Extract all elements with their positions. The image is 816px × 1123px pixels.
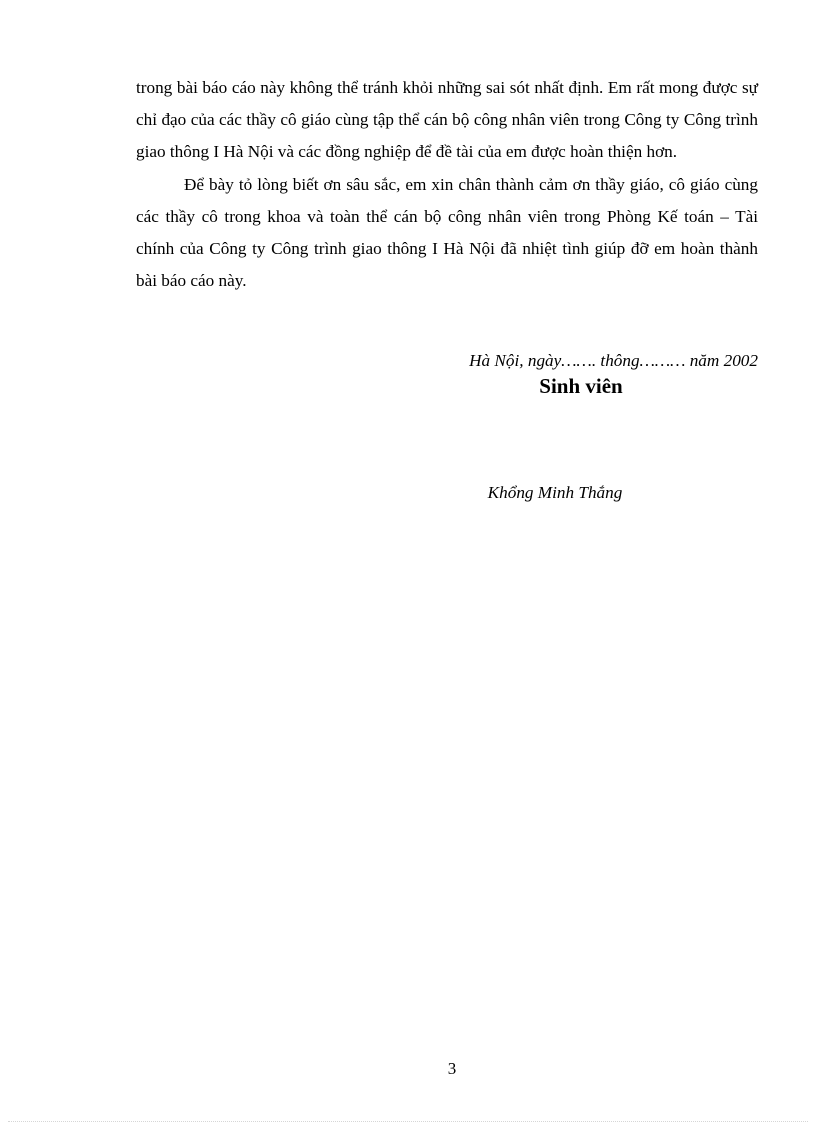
signer-name: Khổng Minh Thắng bbox=[487, 483, 623, 502]
page-number: 3 bbox=[447, 1059, 457, 1078]
paragraph-gratitude: Để bày tỏ lòng biết ơn sâu sắc, em xin chân thành cảm ơn thầy giáo, cô giáo cùng các thầy cô trong khoa và toàn thể cán bộ công nhân viên trong Phòng Kế toán – Tài chính của Công ty Công trình giao thông I Hà Nội đã nhiệt tình giúp đỡ em hoàn thành bài báo cáo này. bbox=[136, 174, 758, 291]
signature-role: Sinh viên bbox=[539, 374, 623, 398]
page-bottom-divider bbox=[8, 1121, 808, 1122]
date-line: Hà Nội, ngày……. thông……… năm 2002 bbox=[469, 351, 758, 370]
paragraph-closing-remark: trong bài báo cáo này không thể tránh khỏi những sai sót nhất định. Em rất mong được sự chỉ đạo của các thầy cô giáo cùng tập thể cán bộ công nhân viên trong Công ty Công trình giao thông I Hà Nội và các đồng nghiệp để đề tài của em được hoàn thiện hơn. bbox=[136, 78, 758, 162]
body-text bbox=[136, 72, 758, 297]
